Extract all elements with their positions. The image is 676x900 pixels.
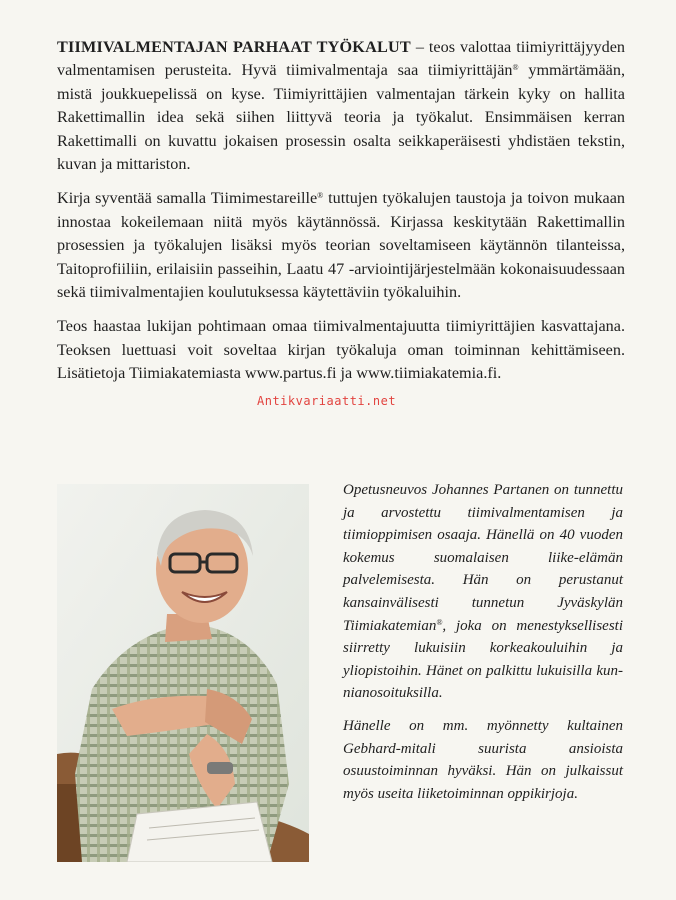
description-paragraph-3: Teos haastaa lukijan pohtimaan omaa tiimivalmentajuutta tiimiyrittäjien kasvattajana. Teoksen luettuasi voit soveltaa kirjan työkaluja oman toiminnan kehittämiseen. Lisätietoja Tiimiakatemiasta www.partus.fi ja www.tiimiakatemia.fi. [57,317,625,383]
registered-mark: ® [317,191,324,201]
description-paragraph-2: Kirja syventää samalla Tiimimestareille® tuttujen työkalujen taustoja ja toivon mukaan innostaa kokeilemaan niitä myös käytännössä. Kirjassa keskitytään Rakettimallin prosessien ja työkalujen lisäksi myös teorian soveltamiseen käytännön tilanteissa, Taitoprofiiliin, erilaisiin passeihin, Laatu 47 -arviointijärjestelmään kokonaisuudessaan sekä tiimivalmentajien koulutuksessa käytettäviin työkaluihin. [57,189,626,302]
book-title-lead: TIIMIVALMENTAJAN PARHAAT TYÖKALUT [57,38,411,56]
registered-mark: ® [512,63,519,73]
bio-paragraph-1: Opetusneuvos Johannes Partanen on tunnettu ja arvostettu tiimivalmentamisen ja tiimioppimisen osaaja. Hänellä on 40 vuoden kokemus suomalaisen liike-elämän palvelemisesta. Hän on perustanut kansainvälisesti tunnetun Jyväskylän Tiimiakatemian®, joka on menestyksellisesti siirretty lukuisiin korkeakouluihin ja yliopistoihin. Hänet on palkittu lukuisilla kunnianosoituksilla. [343,482,623,702]
description-paragraph-1: TIIMIVALMENTAJAN PARHAAT TYÖKALUT – teos valottaa tiimiyrittäjyyden valmentamisen perusteita. Hyvä tiimivalmentaja saa tiimiyrittäjän® ymmärtämään, mistä joukkuepelissä on kyse. Tiimiyrittäjien valmentajan tärkein kyky on hallita Rakettimallin idea sekä siihen liittyvä teoria ja työkalut. Ensimmäisen kerran Rakettimalli on kuvattu jokaisen prosessin osalta seikkaperäisesti yhdistäen tekstin, kuvan ja mittariston. [57,38,625,174]
author-biography [343,479,623,815]
author-photo [57,484,309,862]
watermark-text: Antikvariaatti.net [257,394,397,408]
book-description [57,36,625,397]
author-photo-illustration [57,484,309,862]
bio-paragraph-2: Hänelle on mm. myönnetty kultainen Gebhard-mitali suurista ansioista osuustoiminnan hyväksi. Hän on julkaissut myös useita liiketoiminnan oppikirjoja. [343,717,623,802]
registered-mark: ® [436,617,443,627]
